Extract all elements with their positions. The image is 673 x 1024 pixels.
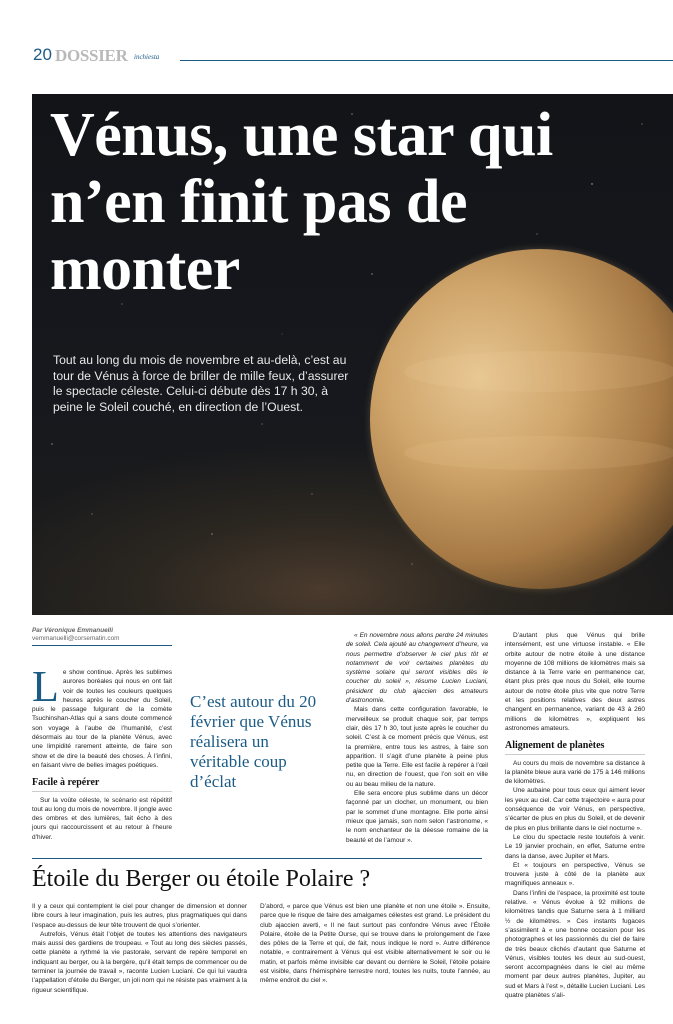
article-title: Vénus, une star qui n’en finit pas de monter bbox=[50, 101, 553, 303]
box-title: Étoile du Berger ou étoile Polaire ? bbox=[32, 866, 371, 892]
box-rule bbox=[32, 858, 482, 859]
page-number: 20 bbox=[33, 45, 52, 64]
section-name: DOSSIER bbox=[55, 46, 128, 65]
hero-image bbox=[32, 94, 673, 615]
paragraph: Autrefois, Vénus était l’objet de toutes les attentions des navigateurs mais aussi des gardiens de troupeau. « Tout au long des siècles passés, cette planète a rythmé la vie pastorale, servant de repère temporel en indiquant au berger, ou à la bergère, qu’il était temps de commencer ou de terminer la journée de travail », raconte Lucien Luciani. Ce qui lui vaudra l’appellation d’étoile du Berger, un joli nom qui ne résiste pas vraiment à la rigueur scientifique. bbox=[32, 930, 247, 994]
box-column-2 bbox=[260, 902, 490, 986]
column-4 bbox=[505, 631, 645, 1000]
byline-email: vemmanuelli@corsematin.com bbox=[32, 635, 120, 642]
paragraph: Mais dans cette configuration favorable, le merveilleux se produit chaque soir, par temps clair, dès 17 h 30, tout juste après le coucher du soleil. C’est à ce moment précis que Vénus, est la première, entre tous les astres, à faire son apparition. Il s’agit d’une planète à peine plus petite que la Terre. Elle est facile à repérer à l’œil nu, en direction de l’ouest, que l’on soit en ville ou au beau milieu de la nature. bbox=[346, 706, 488, 788]
subheading: Alignement de planètes bbox=[505, 741, 645, 754]
section-subtitle: inchiesta bbox=[134, 53, 160, 61]
byline-author: Par Véronique Emmanuelli bbox=[32, 627, 113, 634]
byline bbox=[32, 627, 119, 643]
subheading: Facile à repérer bbox=[32, 778, 172, 791]
paragraph: Une aubaine pour tous ceux qui aiment lever les yeux au ciel. Car cette trajectoire « aura pour conséquence de voir Vénus, en perspective, s’écarter de plus en plus du Soleil, et de devenir de plus en plus brillante dans le ciel nocturne ». bbox=[505, 787, 645, 832]
article-lede: Tout au long du mois de novembre et au-delà, c’est au tour de Vénus à force de briller de mille feux, d’assurer le spectacle céleste. Celui-ci débute dès 17 h 30, à peine le Soleil couché, en direction de l’Ouest. bbox=[53, 353, 349, 414]
page-header bbox=[30, 44, 673, 64]
paragraph: Dans l’infini de l’espace, la proximité est toute relative. « Vénus évolue à 92 millions de kilomètres tandis que Saturne sera à 1 milliard ½ de kilomètres. » Ces instants fugaces s’assimilent à « une bonne occasion pour les photographes et les passionnés du ciel de faire de très beaux clichés d’autant que Saturne et Vénus, visibles toutes les deux au sud-ouest, seront accompagnées dans le ciel au même moment par deux autres planètes, Jupiter, au sud et Mars à l’est », détaille Lucien Luciani. Les quatre planètes s’ali- bbox=[505, 889, 645, 999]
column-3 bbox=[346, 631, 488, 845]
paragraph: « En novembre nous allons perdre 24 minutes de soleil. Cela ajouté au changement d’heure, va nous permettre d’observer le ciel plus tôt et notamment de voir certaines planètes du système solaire qui seront visibles dès le coucher du soleil », résume Lucien Luciani, président du club ajaccien des amateurs d’astronomie. bbox=[346, 632, 488, 705]
paragraph: e show continue. Après les sublimes aurores boréales qui nous en ont fait voir de toutes les couleurs quelques heures après le coucher du Soleil, puis le passage fulgurant de la comète Tsuchinshan-Atlas qui a sans doute commencé son voyage à l’aube de l’humanité, c’est désormais au tour de la planète Vénus, avec une limpidité rarement atteinte, de faire son show et de dire la beauté des choses. À l’infini, en faisant vivre de belles images poétiques. bbox=[32, 669, 172, 769]
paragraph: D’abord, « parce que Vénus est bien une planète et non une étoile ». Ensuite, parce que le risque de faire des amalgames célestes est grand. Le président du club ajaccien averti, « Il ne faut surtout pas confondre Vénus avec l’Étoile Polaire, étoile de la Petite Ourse, qui se trouve dans le prolongement de l’axe des pôles de la Terre et qui, de fait, nous indique le nord ». Autre différence notable, « contrairement à Vénus qui est visible alternativement le soir ou le matin, et parfois même invisible car devant ou derrière le Soleil, l’étoile polaire est visible, dans l’hémisphère terrestre nord, toutes les nuits, toute l’année, au même endroit du ciel ». bbox=[260, 903, 490, 985]
paragraph: Elle sera encore plus sublime dans un décor façonné par un clocher, un monument, ou bien par le sommet d’une montagne. Elle porte ainsi mieux que jamais, son nom selon l’astronome, « le nom enchanteur de la déesse romaine de la beauté et de l’amour ». bbox=[346, 790, 488, 844]
box-column-1 bbox=[32, 902, 247, 995]
column-1 bbox=[32, 662, 172, 842]
pull-quote: C’est autour du 20 février que Vénus réalisera un véritable coup d’éclat bbox=[190, 692, 317, 791]
paragraph: Sur la voûte céleste, le scénario est répétitif tout au long du mois de novembre. Il jongle avec des ombres et des lumières, fait écho à des jours qui raccourcissent et au retour à l’heure d’hiver. bbox=[32, 796, 172, 841]
byline-rule bbox=[32, 645, 172, 646]
header-rule bbox=[180, 60, 673, 61]
paragraph: Au cours du mois de novembre sa distance à la planète bleue aura varié de 175 à 146 millions de kilomètres. bbox=[505, 759, 645, 786]
drop-cap: L bbox=[32, 662, 59, 711]
paragraph: Le clou du spectacle reste toutefois à venir. Le 19 janvier prochain, en effet, Saturne entre dans la danse, avec Jupiter et Mars. bbox=[505, 833, 645, 860]
paragraph: Et « toujours en perspective, Vénus se trouvera juste à côté de la planète aux magnifiques anneaux ». bbox=[505, 861, 645, 888]
paragraph: D’autant plus que Vénus qui brille intensément, est une virtuose instable. « Elle orbite autour de notre étoile à une distance moyenne de 108 millions de kilomètres mais sa distance à la Terre varie en permanence car, étant plus près que nous du Soleil, elle tourne autour de notre étoile plus vite que notre Terre et les positions relatives des deux astres changent en permanence, variant de 43 à 260 millions de kilomètres », expliquent les astronomes amateurs. bbox=[505, 632, 645, 732]
paragraph: Il y a ceux qui contemplent le ciel pour changer de dimension et donner libre cours à leur imagination, puis les autres, plus pragmatiques qui dans l’espace au-dessus de leur tête trouvent de quoi s’orienter. bbox=[32, 903, 247, 929]
